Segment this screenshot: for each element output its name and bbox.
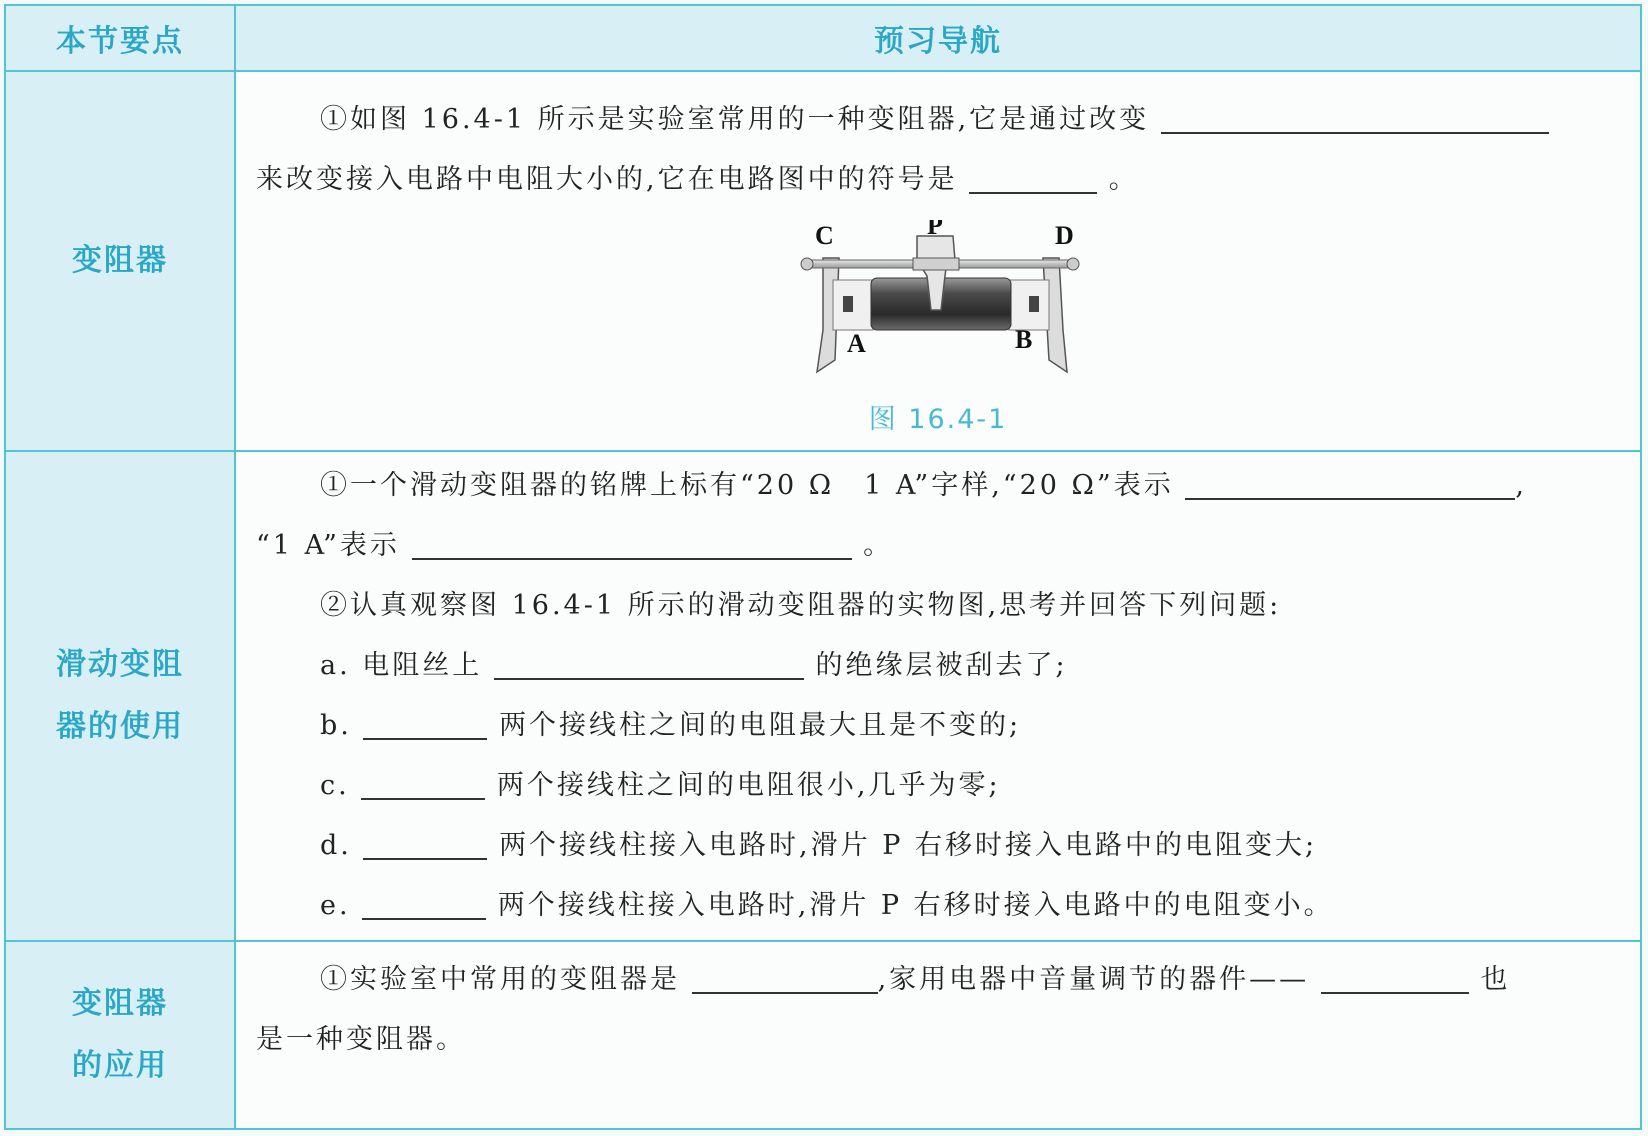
label-p: P — [927, 220, 946, 240]
answer-blank[interactable] — [494, 638, 804, 680]
question-line — [256, 950, 1620, 1010]
question-text: 来改变接入电路中电阻大小的,它在电路图中的符号是 — [256, 164, 958, 195]
row-content — [235, 71, 1641, 451]
sub-question — [256, 876, 1620, 936]
preview-table — [4, 4, 1642, 1130]
answer-blank[interactable] — [363, 698, 487, 740]
slide-rheostat-figure — [793, 220, 1083, 380]
table-header-row — [5, 5, 1641, 71]
question-line — [256, 1010, 1620, 1070]
label-b: B — [1015, 325, 1036, 354]
question-punct: 。 — [863, 530, 894, 561]
key-point-label: 器的使用 — [56, 709, 184, 744]
answer-blank[interactable] — [412, 518, 852, 560]
row-content — [235, 941, 1641, 1129]
answer-blank[interactable] — [362, 878, 486, 920]
key-point-label: 滑动变阻 — [56, 647, 184, 682]
question-line — [256, 150, 1620, 210]
answer-blank[interactable] — [1185, 458, 1515, 500]
item-text: 两个接线柱之间的电阻最大且是不变的; — [499, 710, 1022, 741]
question-line — [256, 516, 1620, 576]
key-point-label: 变阻器 — [72, 243, 168, 278]
key-point-usage — [5, 451, 235, 941]
answer-blank[interactable] — [361, 758, 485, 800]
question-line — [256, 90, 1620, 150]
question-text: 是一种变阻器。 — [256, 1024, 466, 1055]
sub-question — [256, 756, 1620, 816]
answer-blank[interactable] — [1321, 952, 1469, 994]
item-prefix: c. — [320, 770, 350, 801]
label-d: D — [1055, 221, 1077, 250]
key-point-rheostat — [5, 71, 235, 451]
item-prefix: a. 电阻丝上 — [320, 650, 483, 681]
row-rheostat — [5, 71, 1641, 451]
header-preview-guide: 预习导航 — [235, 5, 1641, 71]
item-prefix: d. — [320, 830, 352, 861]
figure-caption: 图 16.4-1 — [868, 404, 1008, 435]
question-text: ①一个滑动变阻器的铭牌上标有“20 Ω 1 A”字样,“20 Ω”表示 — [320, 470, 1174, 501]
key-point-application — [5, 941, 235, 1129]
sub-question — [256, 636, 1620, 696]
sub-question — [256, 816, 1620, 876]
question-text: ②认真观察图 16.4-1 所示的滑动变阻器的实物图,思考并回答下列问题: — [320, 590, 1282, 621]
question-punct: , — [1515, 470, 1527, 501]
key-point-label: 的应用 — [72, 1048, 168, 1083]
figure — [256, 210, 1620, 436]
answer-blank[interactable] — [692, 952, 878, 994]
answer-blank[interactable] — [1161, 92, 1549, 134]
header-key-points: 本节要点 — [5, 5, 235, 71]
row-rheostat-usage — [5, 451, 1641, 941]
answer-blank[interactable] — [363, 818, 487, 860]
question-text: ①实验室中常用的变阻器是 — [320, 964, 680, 995]
item-text: 两个接线柱接入电路时,滑片 P 右移时接入电路中的电阻变大; — [499, 830, 1318, 861]
question-text: 也 — [1480, 964, 1511, 995]
question-punct: 。 — [1108, 164, 1139, 195]
question-line — [256, 456, 1620, 516]
question-text: “1 A”表示 — [256, 530, 400, 561]
answer-blank[interactable] — [969, 152, 1097, 194]
row-content — [235, 451, 1641, 941]
item-prefix: b. — [320, 710, 352, 741]
item-prefix: e. — [320, 890, 351, 921]
question-line — [256, 576, 1620, 636]
sub-question — [256, 696, 1620, 756]
key-point-label: 变阻器 — [72, 986, 168, 1021]
label-a: A — [847, 329, 869, 358]
item-text: 的绝缘层被刮去了; — [815, 650, 1068, 681]
label-c: C — [815, 221, 837, 250]
item-text: 两个接线柱之间的电阻很小,几乎为零; — [496, 770, 1001, 801]
question-text: ,家用电器中音量调节的器件—— — [877, 964, 1310, 995]
question-text: ①如图 16.4-1 所示是实验室常用的一种变阻器,它是通过改变 — [320, 104, 1150, 135]
row-rheostat-application — [5, 941, 1641, 1129]
item-text: 两个接线柱接入电路时,滑片 P 右移时接入电路中的电阻变小。 — [497, 890, 1334, 921]
